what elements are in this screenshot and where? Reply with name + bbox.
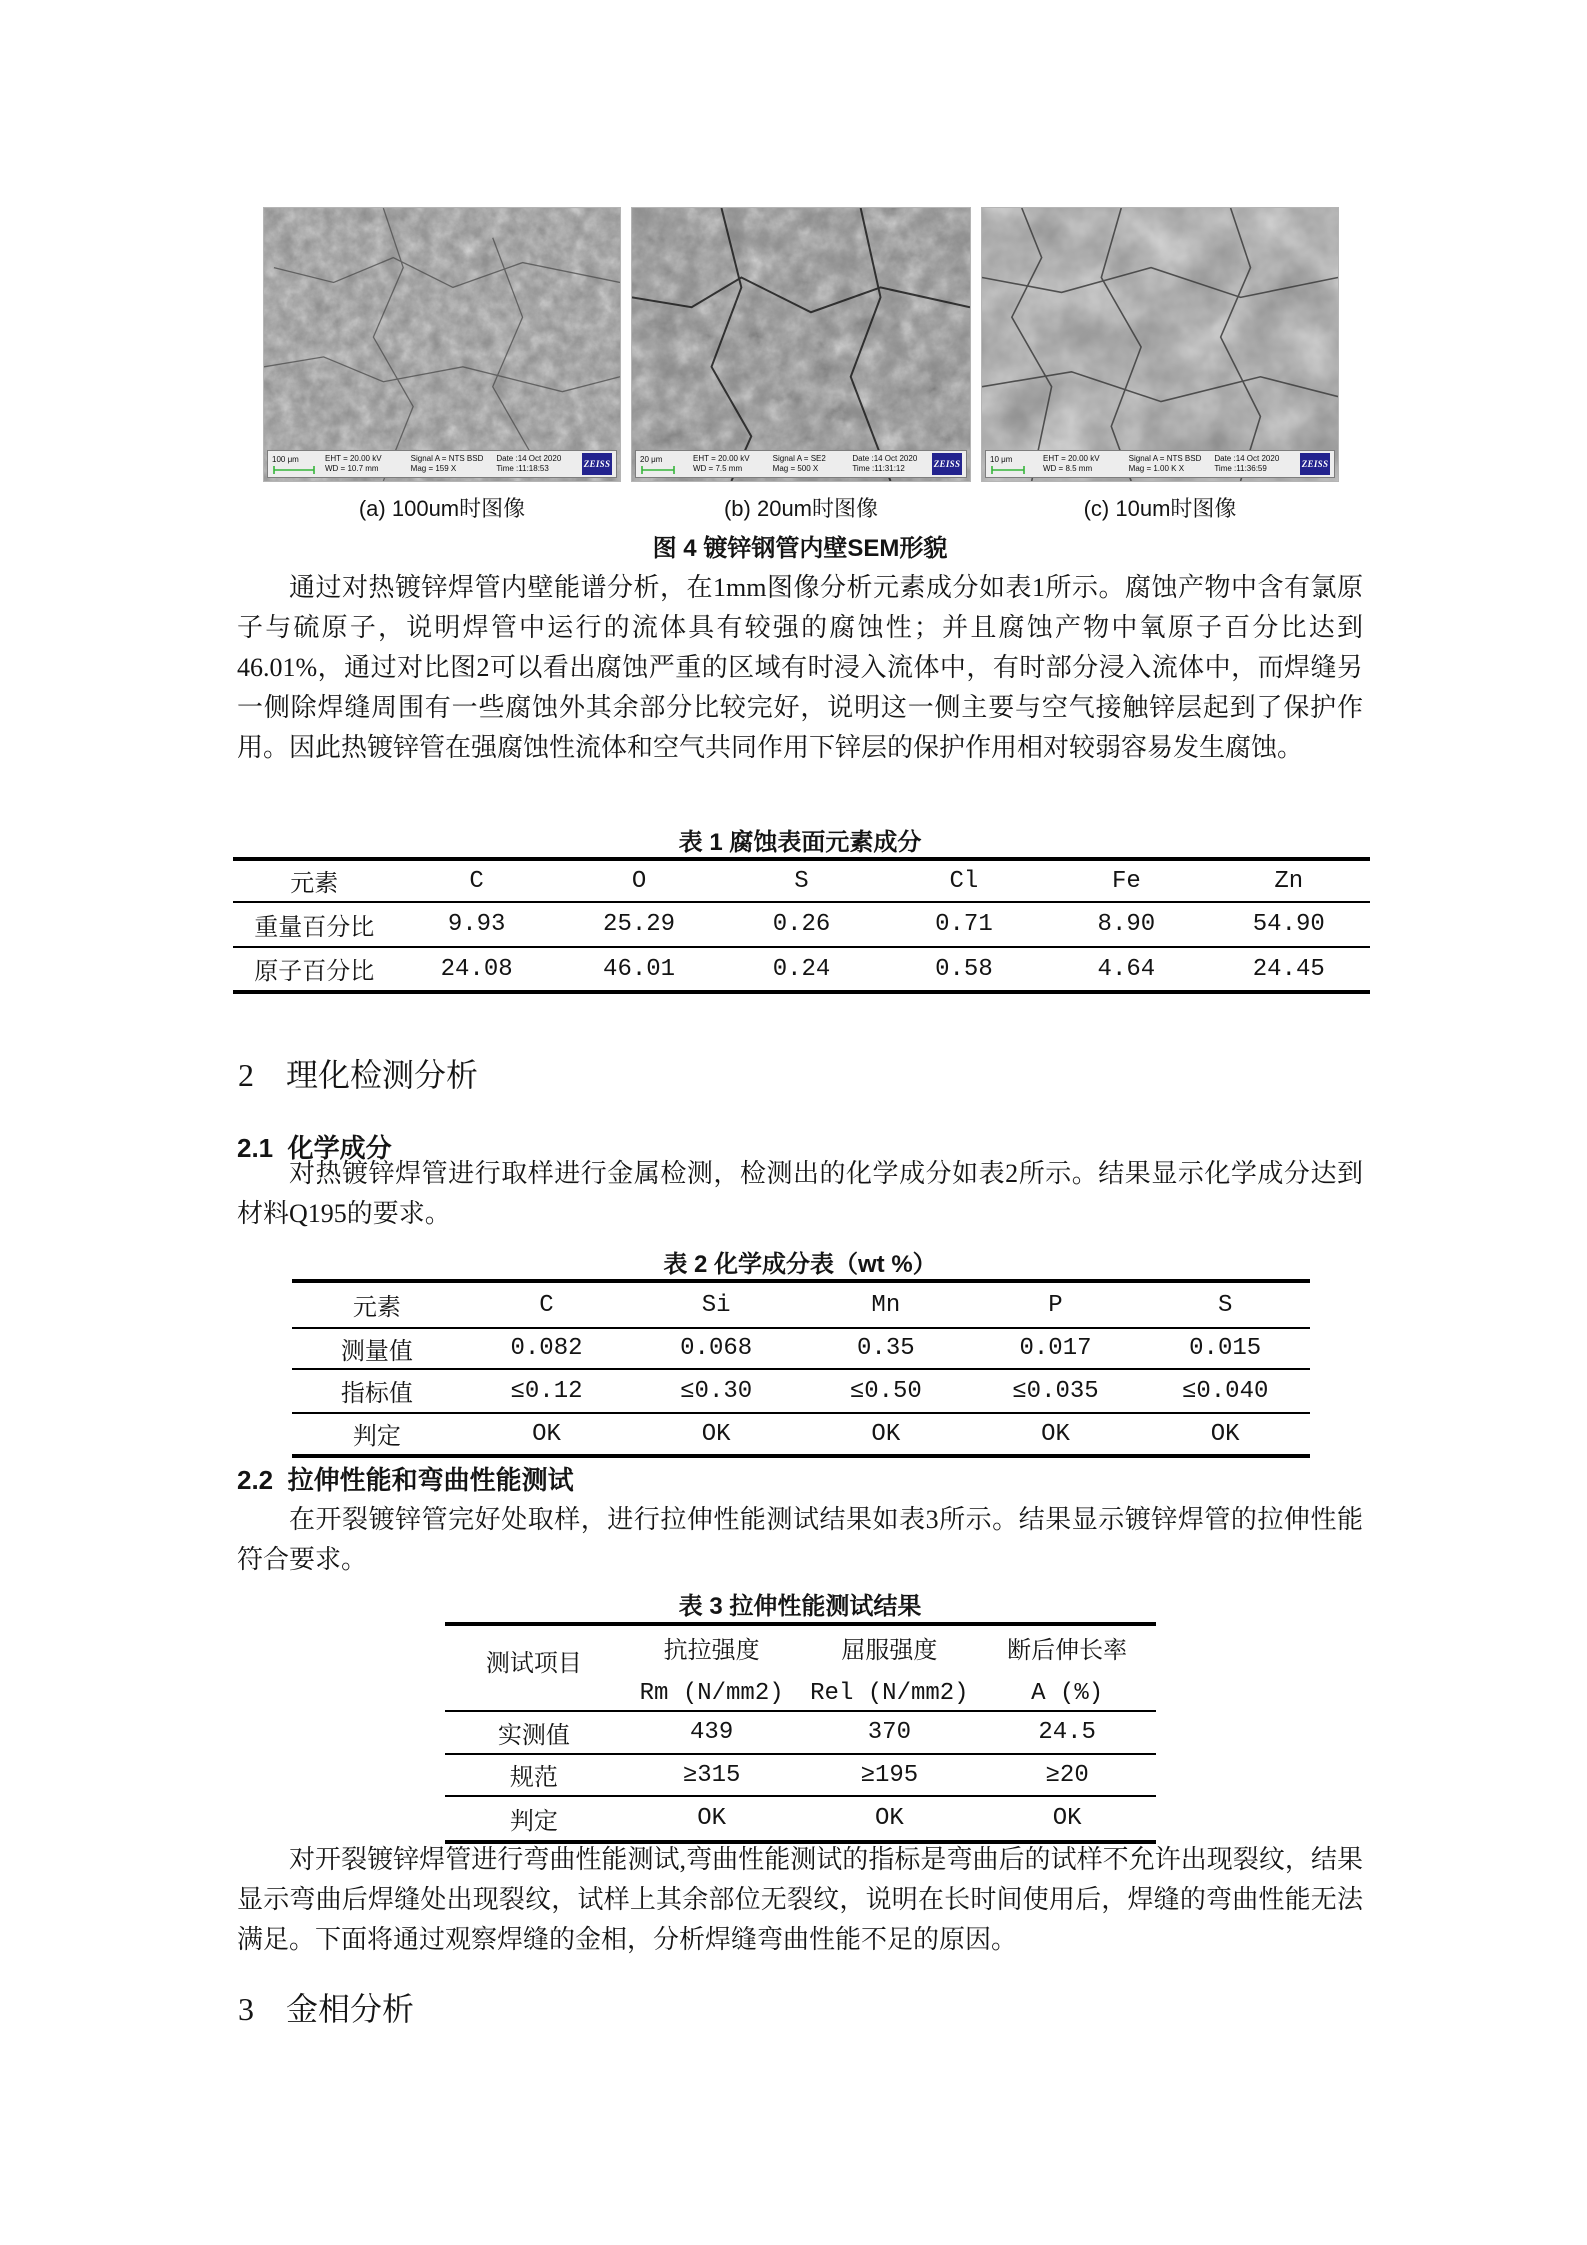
table-header-cell: Zn [1274,867,1304,895]
meta-eht: EHT = 20.00 kV [1043,454,1100,463]
header-line1: 屈服强度 [841,1638,938,1666]
zeiss-logo: ZEISS [932,453,962,475]
table-header-cell: O [631,867,647,895]
table-cell: ≤0.040 [1181,1377,1269,1405]
table-cell: OK [1052,1805,1082,1832]
table-cell: ≤0.50 [849,1377,922,1405]
table-cell: 0.71 [935,911,993,938]
table-cell: 判定 [509,1809,558,1837]
table-cell: 0.24 [772,955,831,983]
header-line1: 测试项目 [485,1652,582,1679]
table-cell: ≥315 [682,1761,741,1789]
table-header-cell: Si [701,1291,731,1319]
table-cell: 0.017 [1019,1335,1092,1362]
table-cell: 实测值 [497,1723,570,1751]
table-header-cell: Cl [949,867,979,895]
table-header-cell: P [1048,1291,1063,1319]
meta-mag: Mag = 1.00 K X [1128,464,1185,473]
table-row [445,1797,1156,1840]
sem-image-b [632,208,970,481]
scale-label: 100 μm [272,454,299,464]
table-header-cell [623,1626,801,1710]
sem-meta-bar [635,450,967,478]
table-row [233,903,1370,948]
table-2 [292,1279,1310,1458]
table-1-caption: 表 1 腐蚀表面元素成分 [678,829,922,856]
header-line2: A (%) [1031,1679,1104,1707]
table-cell: 46.01 [603,955,676,983]
sem-meta-bar [985,450,1335,478]
table-row [292,1283,1310,1329]
header-line1: 抗拉强度 [663,1638,760,1666]
table-row [445,1712,1156,1755]
zeiss-logo: ZEISS [1300,453,1330,475]
table-header-cell: C [539,1291,554,1319]
table-cell: OK [697,1805,727,1832]
sem-panel-a [263,207,621,482]
table-1 [233,857,1370,994]
meta-signal: Signal A = SE2 [772,454,826,463]
header-line2: Rel (N/mm2) [810,1679,969,1707]
meta-wd: WD = 10.7 mm [325,464,379,473]
table-3 [445,1622,1156,1844]
table-cell: 24.5 [1038,1719,1096,1746]
table-cell: 指标值 [340,1382,413,1409]
scale-bar-icon [640,466,676,474]
meta-time: Time :11:31:12 [852,464,905,473]
header-line1: 断后伸长率 [1007,1638,1128,1666]
sem-panel-c [981,207,1339,482]
panel-captions [263,492,1339,523]
table-cell: 8.90 [1097,911,1156,938]
scale-label: 20 μm [640,454,663,464]
table-header-cell: Mn [871,1291,901,1319]
scale-label: 10 μm [990,454,1013,464]
sem-panel-b [631,207,971,482]
meta-wd: WD = 8.5 mm [1043,464,1093,473]
table-cell: ≤0.035 [1012,1377,1099,1405]
paragraph-bending: 对开裂镀锌焊管进行弯曲性能测试,弯曲性能测试的指标是弯曲后的试样不允许出现裂纹，结果显示弯曲后焊缝处出现裂纹，试样上其余部位无裂纹，说明在长时间使用后，焊缝的弯曲性能无法满足。下面将通过观察焊缝的金相，分析焊缝弯曲性能不足的原因。 [237,1845,1363,1954]
zeiss-logo: ZEISS [582,453,612,475]
table-row [445,1626,1156,1712]
figure-4-title: 图 4 镀锌钢管内壁SEM形貌 [652,535,948,562]
table-cell: ≥20 [1045,1761,1089,1789]
paragraph-chemical: 对热镀锌焊管进行取样进行金属检测，检测出的化学成分如表2所示。结果显示化学成分达到材料Q195的要求。 [237,1159,1363,1228]
sem-image-a [264,208,620,481]
table-cell: 重量百分比 [254,915,375,943]
table-header-cell: C [469,867,484,895]
table-cell: 24.08 [440,955,513,983]
meta-date: Date :14 Oct 2020 [1214,454,1280,463]
table-row [292,1329,1310,1370]
table-row [445,1755,1156,1797]
meta-signal: Signal A = NTS BSD [1128,454,1202,463]
table-cell: 0.35 [857,1335,915,1362]
table-header-cell [801,1626,979,1710]
table-row [292,1414,1310,1454]
table-header-cell [445,1626,623,1710]
table-cell: 439 [690,1719,734,1746]
meta-mag: Mag = 159 X [410,464,457,473]
table-row [292,1370,1310,1414]
meta-eht: EHT = 20.00 kV [325,454,382,463]
sem-meta-bar [267,450,617,478]
table-cell: 判定 [352,1425,401,1452]
table-cell: 54.90 [1252,911,1325,938]
table-cell: 原子百分比 [254,960,375,987]
table-cell: 0.58 [935,955,993,983]
table-cell: 4.64 [1097,955,1156,983]
table-header-cell [978,1626,1156,1710]
table-cell: 0.068 [680,1335,753,1362]
table-cell: OK [871,1420,901,1448]
meta-date: Date :14 Oct 2020 [852,454,918,463]
table-cell: ≥195 [860,1761,919,1789]
table-cell: 0.082 [510,1335,583,1362]
section-3-heading: 3 金相分析 [238,1991,415,2027]
sem-image-c [982,208,1338,481]
meta-date: Date :14 Oct 2020 [496,454,562,463]
meta-wd: WD = 7.5 mm [693,464,743,473]
meta-eht: EHT = 20.00 kV [693,454,750,463]
scale-bar-icon [990,466,1026,474]
table-row [233,861,1370,903]
table-header-cell: S [1217,1291,1233,1319]
table-3-caption: 表 3 拉伸性能测试结果 [678,1593,922,1620]
table-cell: OK [701,1420,731,1448]
table-cell: 370 [867,1719,911,1746]
section-2-1-heading: 2.1 化学成分 [237,1133,392,1163]
table-cell: 测量值 [340,1339,413,1367]
table-cell: 规范 [509,1766,558,1793]
table-cell: OK [1041,1420,1070,1448]
table-cell: ≤0.30 [680,1377,753,1405]
figure-4-panels [263,207,1339,482]
table-header-cell: 元素 [352,1296,401,1323]
panel-caption-a: (a) 100um时图像 [358,496,526,521]
meta-time: Time :11:36:59 [1214,464,1267,473]
table-2-caption: 表 2 化学成分表（wt %） [663,1251,937,1278]
panel-caption-b: (b) 20um时图像 [723,496,879,521]
table-cell: 0.015 [1189,1335,1262,1362]
meta-signal: Signal A = NTS BSD [410,454,484,463]
table-header-cell: 元素 [290,872,339,899]
paragraph-energy-spectrum: 通过对热镀锌焊管内壁能谱分析，在1mm图像分析元素成分如表1所示。腐蚀产物中含有氯原子与硫原子，说明焊管中运行的流体具有较强的腐蚀性；并且腐蚀产物中氧原子百分比达到46.01%，通过对比图2可以看出腐蚀严重的区域有时浸入流体中，有时部分浸入流体中，而焊缝另一侧除焊缝周围有一些腐蚀外其余部分比较完好，说明这一侧主要与空气接触锌层起到了保护作用。因此热镀锌管在强腐蚀性流体和空气共同作用下锌层的保护作用相对较弱容易发生腐蚀。 [237,573,1363,762]
table-cell: 25.29 [603,911,676,938]
table-row [233,948,1370,990]
table-cell: OK [532,1420,561,1448]
table-cell: ≤0.12 [510,1377,583,1405]
table-cell: 9.93 [447,911,506,938]
panel-caption-c: (c) 10um时图像 [1083,496,1237,521]
paragraph-tensile: 在开裂镀锌管完好处取样，进行拉伸性能测试结果如表3所示。结果显示镀锌焊管的拉伸性能符合要求。 [237,1505,1363,1574]
table-header-cell: Fe [1111,867,1141,895]
table-cell: 0.26 [772,911,831,938]
scale-bar-icon [272,466,316,474]
table-cell: OK [1210,1420,1240,1448]
table-cell: 24.45 [1252,955,1325,983]
table-header-cell: S [794,867,809,895]
table-cell: OK [874,1805,904,1832]
meta-time: Time :11:18:53 [496,464,549,473]
section-2-heading: 2 理化检测分析 [238,1057,479,1093]
section-2-2-heading: 2.2 拉伸性能和弯曲性能测试 [237,1465,574,1495]
meta-mag: Mag = 500 X [772,464,819,473]
header-line2: Rm (N/mm2) [639,1679,784,1707]
